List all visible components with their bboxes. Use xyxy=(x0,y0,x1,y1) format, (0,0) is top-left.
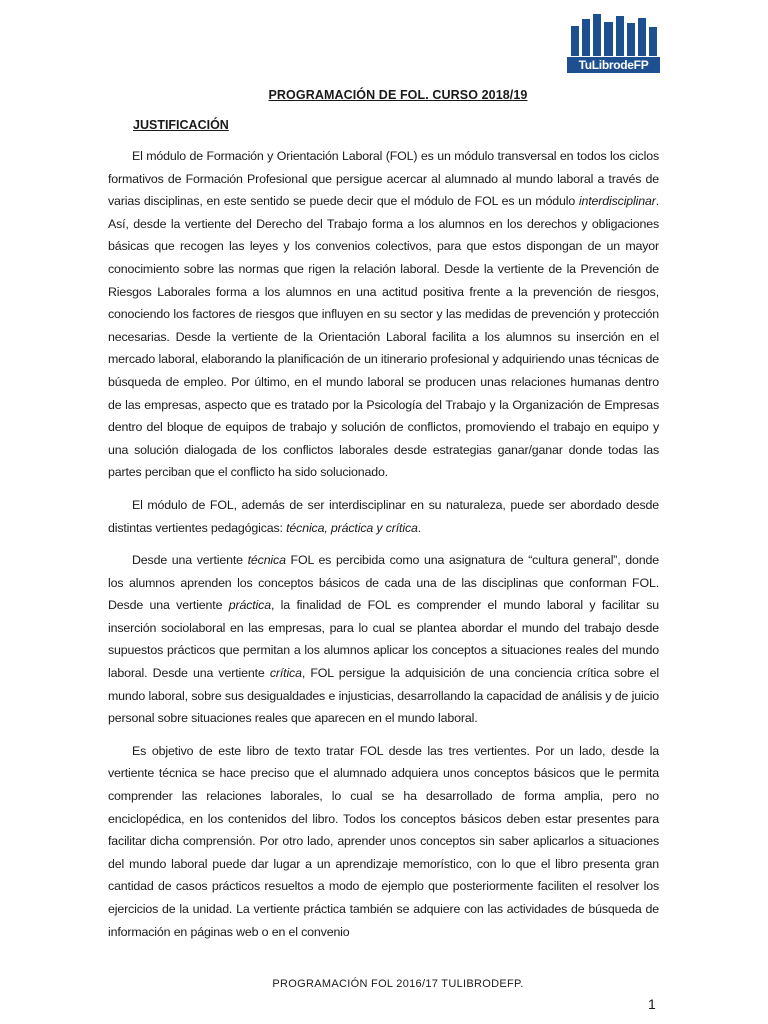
body-paragraph xyxy=(108,145,659,484)
text-run: , FOL persigue la adquisición de una conciencia crítica sobre el mundo laboral, sobre sus desigualdades e injusticias, desarrollando la capacidad de análisis y de juicio personal sobre situaciones reales que aparecen en el mundo laboral. xyxy=(108,666,660,726)
tulibrodefp-logo xyxy=(567,14,660,72)
page-footer: PROGRAMACIÓN FOL 2016/17 TULIBRODEFP. xyxy=(272,978,524,990)
logo-bar xyxy=(627,23,635,56)
italic-term: interdisciplinar xyxy=(578,194,656,209)
text-run: El módulo de Formación y Orientación Laboral (FOL) es un módulo transversal en todos los ciclos formativos de Formación Profesional que persigue acercar al alumnado al mundo laboral a través de varias disciplinas, en este sentido se puede decir que el módulo de FOL es un módulo xyxy=(108,149,659,209)
logo-bar xyxy=(604,22,612,56)
logo-bar xyxy=(638,18,646,56)
text-run: El módulo de FOL, además de ser interdisciplinar en su naturaleza, puede ser abordado desde distintas vertientes pedagógicas: xyxy=(108,497,659,535)
italic-term: técnica, práctica y crítica xyxy=(286,520,418,535)
logo-text: TuLibrodeFP xyxy=(567,57,660,73)
text-run: , la finalidad de FOL es comprender el mundo laboral y facilitar su inserción sociolaboral en las empresas, para lo cual se plantea abordar el mundo del trabajo desde supuestos prácticos que permitan a los alumnos aplicar los conceptos a situaciones reales del mundo laboral. Desde una vertiente xyxy=(108,598,659,681)
logo-bar xyxy=(571,26,579,56)
section-heading: JUSTIFICACIÓN xyxy=(133,118,229,132)
text-run: Es objetivo de este libro de texto tratar FOL desde las tres vertientes. Por un lado, desde la vertiente técnica se hace preciso que el alumnado adquiera unos conceptos básicos que le permita comprender las relaciones laborales, lo cual se ha desarrollado de forma amplia, pero no enciclopédica, en los contenidos del libro. Todos los conceptos básicos deben estar presentes para facilitar dicha comprensión. Por otro lado, aprender unos conceptos sin saber aplicarlos a situaciones del mundo laboral puede dar lugar a un aprendizaje memorístico, con lo que el libro presenta gran cantidad de casos prácticos resueltos a modo de ejemplo que posteriormente faciliten el resolver los ejercicios de la unidad. La vertiente práctica también se adquiere con las actividades de búsqueda de información en páginas web o en el convenio xyxy=(108,743,659,939)
text-run: . xyxy=(417,520,422,535)
italic-term: técnica xyxy=(247,553,286,568)
text-run: . Así, desde la vertiente del Derecho del Trabajo forma a los alumnos en los derechos y obligaciones básicas que recogen las leyes y los convenios colectivos, para que estos dispongan de un mayor conocimiento sobre las normas que rigen la relación laboral. Desde la vertiente de la Prevención de Riesgos Laborales forma a los alumnos en una actitud positiva frente a la prevención de riesgos, conociendo los factores de riesgos que influyen en su sector y las medidas de prevención y protección necesarias. Desde la vertiente de la Orientación Laboral facilita a los alumnos su inserción en el mercado laboral, elaborando la planificación de un itinerario profesional y adquiriendo unas técnicas de búsqueda de empleo. Por último, en el mundo laboral se producen unas relaciones humanas dentro de las empresas, aspecto que es tratado por la Psicología del Trabajo y la Organización de Empresas dentro del bloque de equipos de trabajo y solución de conflictos, promoviendo el trabajo en equipo y una solución dialogada de los conflictos laborales desde estrategias ganar/ganar donde todas las partes perciban que el conflicto ha sido solucionado. xyxy=(108,194,659,480)
text-run: FOL es percibida como una asignatura de “cultura general”, donde los alumnos aprenden los conceptos básicos de cada una de las disciplinas que conforman FOL. Desde una vertiente xyxy=(108,553,659,613)
body-text xyxy=(108,145,659,943)
text-run: Desde una vertiente xyxy=(132,553,248,568)
body-paragraph xyxy=(108,740,659,943)
italic-term: práctica xyxy=(228,598,271,613)
italic-term: crítica xyxy=(269,666,302,681)
body-paragraph xyxy=(108,549,659,730)
logo-bar xyxy=(649,27,657,56)
body-paragraph xyxy=(108,494,659,539)
document-title: PROGRAMACIÓN DE FOL. CURSO 2018/19 xyxy=(268,88,528,102)
logo-bars xyxy=(571,14,657,56)
logo-bar xyxy=(593,14,601,56)
page-number: 1 xyxy=(648,996,656,1012)
logo-bar xyxy=(616,16,624,56)
logo-bar xyxy=(582,19,590,56)
